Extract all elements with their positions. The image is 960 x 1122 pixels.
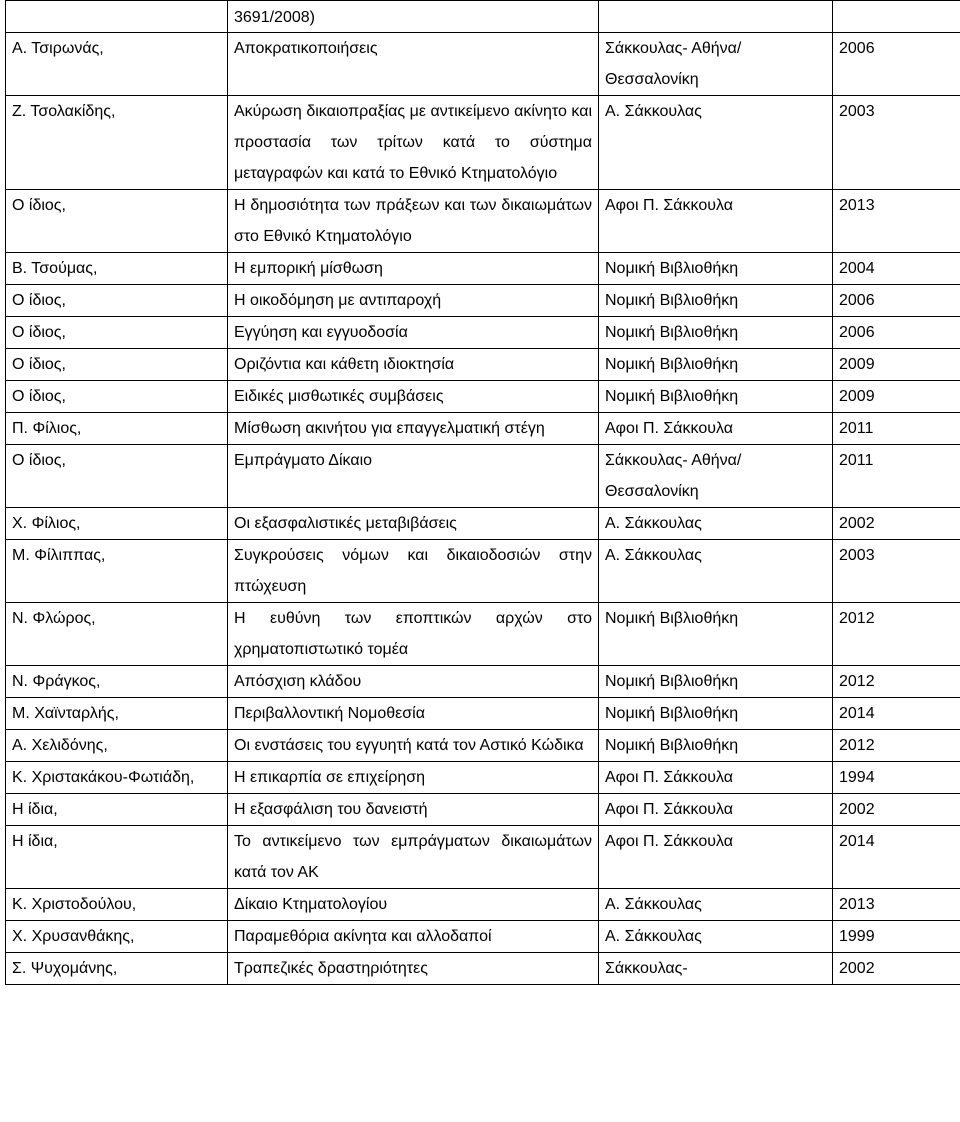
title-cell: Η επικαρπία σε επιχείρηση <box>228 762 599 794</box>
table-row <box>6 953 960 985</box>
title-cell: Οι εξασφαλιστικές μεταβιβάσεις <box>228 508 599 540</box>
publisher-cell: Νομική Βιβλιοθήκη <box>599 381 833 413</box>
publisher-cell: Νομική Βιβλιοθήκη <box>599 253 833 285</box>
table-row <box>6 285 960 317</box>
author-cell: Χ. Χρυσανθάκης, <box>6 921 228 953</box>
author-cell: Ν. Φράγκος, <box>6 666 228 698</box>
year-cell: 2012 <box>833 603 960 666</box>
publisher-cell: Α. Σάκκουλας <box>599 508 833 540</box>
publisher-cell: Σάκκουλας- Αθήνα/Θεσσαλονίκη <box>599 33 833 96</box>
table-row <box>6 698 960 730</box>
author-cell: Β. Τσούμας, <box>6 253 228 285</box>
title-cell: Εγγύηση και εγγυοδοσία <box>228 317 599 349</box>
year-cell: 1994 <box>833 762 960 794</box>
title-cell: Η ευθύνη των εποπτικών αρχών στο χρηματοπιστωτικό τομέα <box>228 603 599 666</box>
bibliography-table <box>5 0 960 985</box>
table-row <box>6 666 960 698</box>
author-cell <box>6 1 228 33</box>
author-cell: Ο ίδιος, <box>6 317 228 349</box>
author-cell: Σ. Ψυχομάνης, <box>6 953 228 985</box>
title-cell: Περιβαλλοντική Νομοθεσία <box>228 698 599 730</box>
author-cell: Η ίδια, <box>6 826 228 889</box>
author-cell: Χ. Φίλιος, <box>6 508 228 540</box>
bibliography-body <box>6 1 960 985</box>
author-cell: Ο ίδιος, <box>6 285 228 317</box>
publisher-cell: Αφοι Π. Σάκκουλα <box>599 413 833 445</box>
table-row <box>6 762 960 794</box>
author-cell: Η ίδια, <box>6 794 228 826</box>
title-cell: Μίσθωση ακινήτου για επαγγελματική στέγη <box>228 413 599 445</box>
publisher-cell: Νομική Βιβλιοθήκη <box>599 730 833 762</box>
year-cell: 2014 <box>833 826 960 889</box>
year-cell: 1999 <box>833 921 960 953</box>
table-row <box>6 794 960 826</box>
table-row <box>6 540 960 603</box>
author-cell: Ο ίδιος, <box>6 381 228 413</box>
publisher-cell: Νομική Βιβλιοθήκη <box>599 317 833 349</box>
year-cell: 2004 <box>833 253 960 285</box>
table-row <box>6 317 960 349</box>
year-cell: 2014 <box>833 698 960 730</box>
year-cell: 2003 <box>833 96 960 190</box>
publisher-cell: Νομική Βιβλιοθήκη <box>599 349 833 381</box>
year-cell: 2002 <box>833 794 960 826</box>
title-cell: Δίκαιο Κτηματολογίου <box>228 889 599 921</box>
author-cell: Μ. Φίλιππας, <box>6 540 228 603</box>
author-cell: Μ. Χαϊνταρλής, <box>6 698 228 730</box>
title-cell: Συγκρούσεις νόμων και δικαιοδοσιών στην πτώχευση <box>228 540 599 603</box>
publisher-cell: Σάκκουλας- <box>599 953 833 985</box>
author-cell: Α. Χελιδόνης, <box>6 730 228 762</box>
publisher-cell: Νομική Βιβλιοθήκη <box>599 603 833 666</box>
author-cell: Ο ίδιος, <box>6 349 228 381</box>
table-row <box>6 96 960 190</box>
year-cell: 2009 <box>833 349 960 381</box>
year-cell: 2006 <box>833 33 960 96</box>
year-cell: 2006 <box>833 285 960 317</box>
year-cell: 2013 <box>833 889 960 921</box>
table-row <box>6 253 960 285</box>
year-cell: 2011 <box>833 445 960 508</box>
author-cell: Ο ίδιος, <box>6 445 228 508</box>
publisher-cell: Νομική Βιβλιοθήκη <box>599 698 833 730</box>
table-row <box>6 730 960 762</box>
publisher-cell: Νομική Βιβλιοθήκη <box>599 666 833 698</box>
year-cell: 2002 <box>833 953 960 985</box>
author-cell: Π. Φίλιος, <box>6 413 228 445</box>
year-cell: 2002 <box>833 508 960 540</box>
publisher-cell: Αφοι Π. Σάκκουλα <box>599 794 833 826</box>
publisher-cell: Αφοι Π. Σάκκουλα <box>599 826 833 889</box>
title-cell: Το αντικείμενο των εμπράγματων δικαιωμάτων κατά τον ΑΚ <box>228 826 599 889</box>
title-cell: 3691/2008) <box>228 1 599 33</box>
title-cell: Αποκρατικοποιήσεις <box>228 33 599 96</box>
year-cell: 2011 <box>833 413 960 445</box>
author-cell: Κ. Χριστακάκου-Φωτιάδη, <box>6 762 228 794</box>
author-cell: Ζ. Τσολακίδης, <box>6 96 228 190</box>
year-cell: 2012 <box>833 730 960 762</box>
author-cell: Κ. Χριστοδούλου, <box>6 889 228 921</box>
title-cell: Ακύρωση δικαιοπραξίας με αντικείμενο ακίνητο και προστασία των τρίτων κατά το σύστημα μεταγραφών και κατά το Εθνικό Κτηματολόγιο <box>228 96 599 190</box>
title-cell: Η εξασφάλιση του δανειστή <box>228 794 599 826</box>
title-cell: Ειδικές μισθωτικές συμβάσεις <box>228 381 599 413</box>
title-cell: Τραπεζικές δραστηριότητες <box>228 953 599 985</box>
author-cell: Ο ίδιος, <box>6 190 228 253</box>
table-row <box>6 349 960 381</box>
title-cell: Η εμπορική μίσθωση <box>228 253 599 285</box>
table-row <box>6 381 960 413</box>
publisher-cell <box>599 1 833 33</box>
title-cell: Οι ενστάσεις του εγγυητή κατά τον Αστικό Κώδικα <box>228 730 599 762</box>
table-row <box>6 508 960 540</box>
publisher-cell: Α. Σάκκουλας <box>599 96 833 190</box>
year-cell: 2013 <box>833 190 960 253</box>
title-cell: Εμπράγματο Δίκαιο <box>228 445 599 508</box>
table-row <box>6 33 960 96</box>
table-row <box>6 413 960 445</box>
table-row <box>6 921 960 953</box>
table-row <box>6 445 960 508</box>
table-row <box>6 190 960 253</box>
title-cell: Οριζόντια και κάθετη ιδιοκτησία <box>228 349 599 381</box>
publisher-cell: Αφοι Π. Σάκκουλα <box>599 190 833 253</box>
publisher-cell: Α. Σάκκουλας <box>599 540 833 603</box>
title-cell: Απόσχιση κλάδου <box>228 666 599 698</box>
table-row <box>6 826 960 889</box>
publisher-cell: Σάκκουλας- Αθήνα/Θεσσαλονίκη <box>599 445 833 508</box>
title-cell: Η οικοδόμηση με αντιπαροχή <box>228 285 599 317</box>
publisher-cell: Α. Σάκκουλας <box>599 889 833 921</box>
title-cell: Η δημοσιότητα των πράξεων και των δικαιωμάτων στο Εθνικό Κτηματολόγιο <box>228 190 599 253</box>
table-row <box>6 889 960 921</box>
year-cell: 2006 <box>833 317 960 349</box>
author-cell: Ν. Φλώρος, <box>6 603 228 666</box>
publisher-cell: Αφοι Π. Σάκκουλα <box>599 762 833 794</box>
year-cell: 2012 <box>833 666 960 698</box>
year-cell: 2009 <box>833 381 960 413</box>
title-cell: Παραμεθόρια ακίνητα και αλλοδαποί <box>228 921 599 953</box>
publisher-cell: Νομική Βιβλιοθήκη <box>599 285 833 317</box>
publisher-cell: Α. Σάκκουλας <box>599 921 833 953</box>
table-row <box>6 603 960 666</box>
table-row-continuation <box>6 1 960 33</box>
year-cell <box>833 1 960 33</box>
author-cell: Α. Τσιρωνάς, <box>6 33 228 96</box>
year-cell: 2003 <box>833 540 960 603</box>
